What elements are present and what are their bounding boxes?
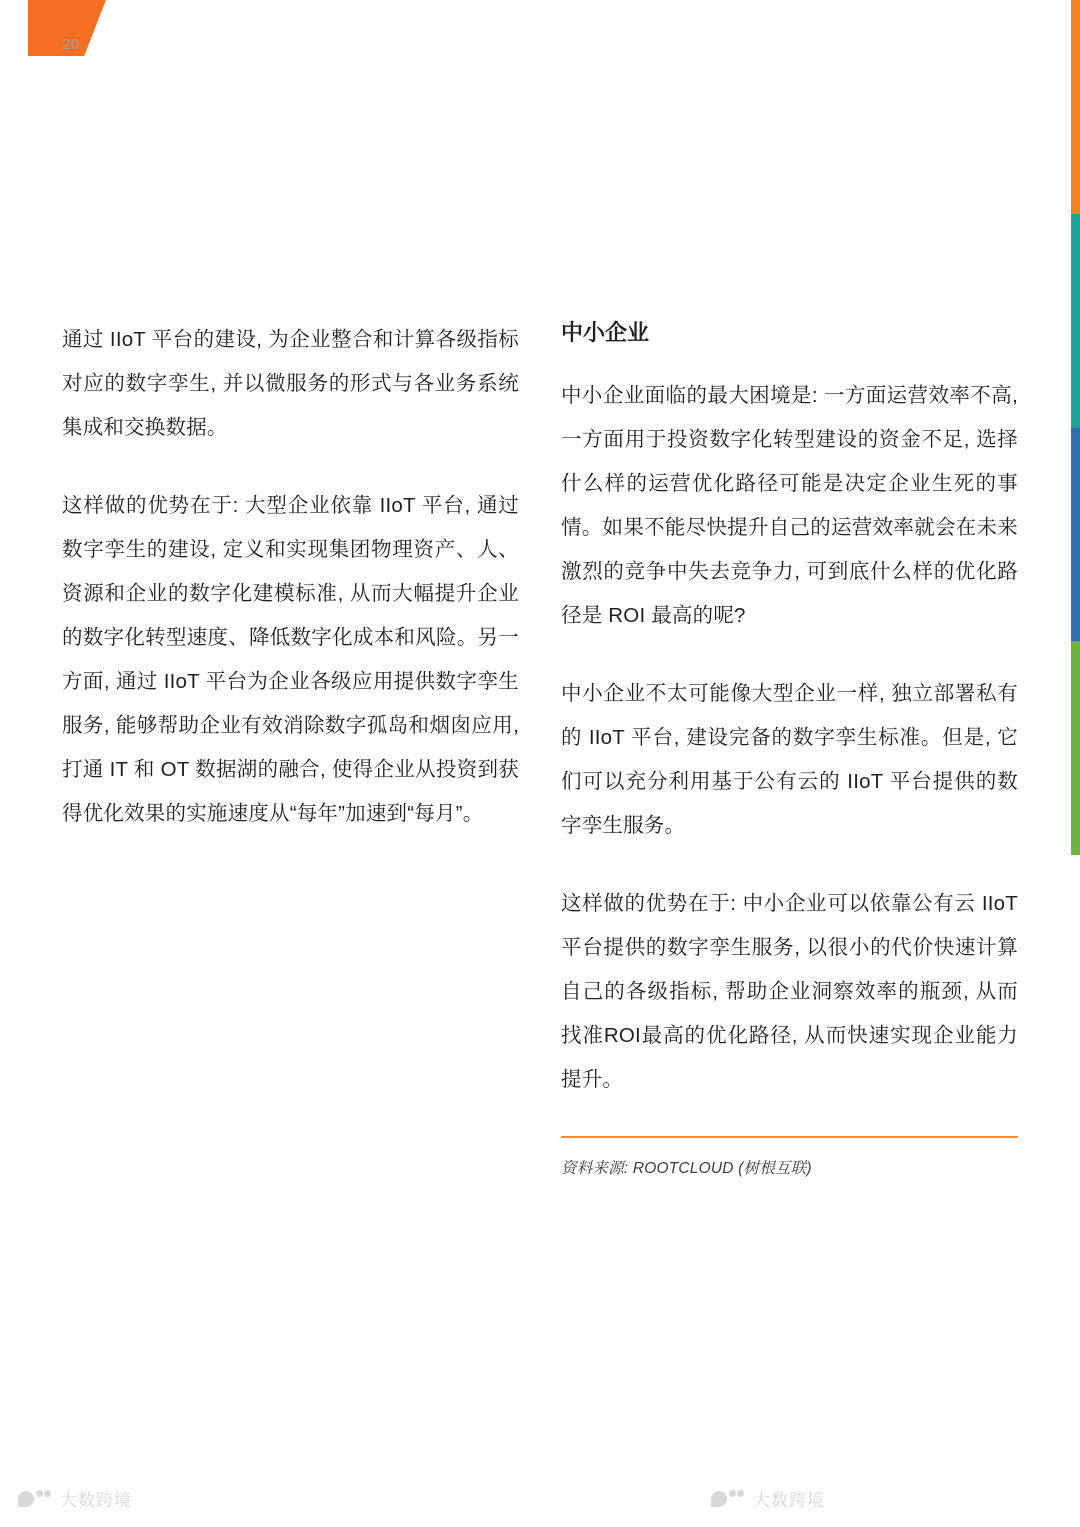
- page-number: 20: [62, 36, 80, 53]
- watermark-right: [711, 1486, 825, 1511]
- page-content: [0, 318, 1080, 1178]
- watermark-logo-icon-2: [711, 1487, 745, 1511]
- source-divider: [561, 1136, 1018, 1138]
- left-paragraph-2: 这样做的优势在于: 大型企业依靠 IIoT 平台, 通过数字孪生的建设, 定义和实现集团物理资产、人、资源和企业的数字化建模标准, 从而大幅提升企业的数字化转型速度、降低数字化成本和风险。另一方面, 通过 IIoT 平台为企业各级应用提供数字孪生服务, 能够帮助企业有效消除数字孤岛和烟囱应用, 打通 IT 和 OT 数据湖的融合, 使得企业从投资到获得优化效果的实施速度从“每年”加速到“每月”。: [62, 494, 519, 825]
- watermark-logo-icon: [18, 1487, 52, 1511]
- right-paragraph-2: 中小企业不太可能像大型企业一样, 独立部署私有的 IIoT 平台, 建设完备的数字孪生标准。但是, 它们可以充分利用基于公有云的 IIoT 平台提供的数字孪生服务。: [561, 682, 1018, 837]
- left-column: [62, 318, 519, 1178]
- section-heading: 中小企业: [561, 320, 650, 345]
- right-paragraph-3: 这样做的优势在于: 中小企业可以依靠公有云 IIoT 平台提供的数字孪生服务, 以很小的代价快速计算自己的各级指标, 帮助企业洞察效率的瓶颈, 从而找准ROI最高的优化路径, 从而快速实现企业能力提升。: [561, 892, 1018, 1091]
- right-column: [561, 318, 1018, 1178]
- left-paragraph-1: 通过 IIoT 平台的建设, 为企业整合和计算各级指标对应的数字孪生, 并以微服务的形式与各业务系统集成和交换数据。: [62, 328, 519, 439]
- watermark-label-2: 大数跨境: [753, 1491, 825, 1510]
- watermark-left: [18, 1486, 132, 1511]
- watermark-label: 大数跨境: [60, 1491, 132, 1510]
- source-note: 资料来源: ROOTCLOUD (树根互联): [561, 1160, 812, 1177]
- edge-bar-orange: [1071, 0, 1080, 214]
- right-paragraph-1: 中小企业面临的最大困境是: 一方面运营效率不高, 一方面用于投资数字化转型建设的资金不足, 选择什么样的运营优化路径可能是决定企业生死的事情。如果不能尽快提升自己的运营效率就会在未来激烈的竞争中失去竞争力, 可到底什么样的优化路径是 ROI 最高的呢?: [561, 384, 1018, 627]
